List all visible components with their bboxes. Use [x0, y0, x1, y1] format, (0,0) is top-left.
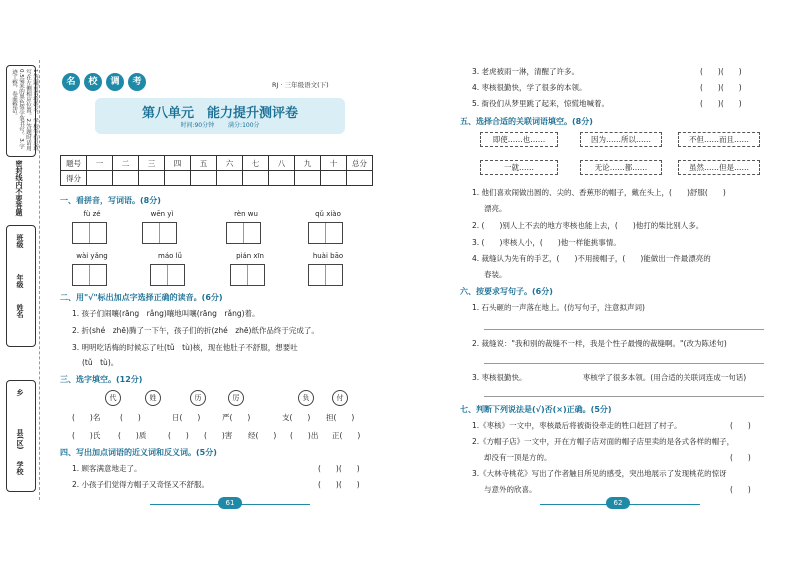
question-item: 3. 老虎被雨一淋，清醒了许多。	[472, 67, 580, 76]
answer-paren[interactable]: ( )	[730, 453, 751, 462]
fill-blank[interactable]: ( )氏	[72, 431, 101, 440]
fill-blank[interactable]: 经( )	[248, 431, 277, 440]
question-item: 3.《大林寺桃花》写出了作者触目所见的感受，突出地展示了发现桃花的惊讶	[472, 469, 727, 478]
fill-blank[interactable]: 严( )	[222, 413, 251, 422]
score-input-cell[interactable]	[191, 171, 217, 186]
page-number: 61	[218, 497, 242, 509]
question-item: 1. 他们喜欢闹做出圆的、尖的、香蕉形的帽子，戴在头上，( )舒服( )	[472, 188, 726, 197]
pinyin-prompt: qǔ xiào	[315, 210, 341, 218]
score-input-cell[interactable]	[217, 171, 243, 186]
question-item: 2.《方帽子店》一文中，开在方帽子店对面的帽子店里卖的是各式各样的帽子，	[472, 437, 735, 446]
class-label: 班级	[16, 234, 24, 248]
fill-blank[interactable]: ( )质	[118, 431, 147, 440]
time-label: 时间:90分钟	[180, 122, 215, 129]
seal-line-label: 密封线内不要答题	[15, 160, 23, 216]
writing-grid[interactable]	[230, 264, 265, 286]
instructions-text: 1.答题前请将姓名、学校等信息填写在左侧相应位置。2.答题时请用0.5毫米的黑色签字笔书写。3.字迹工整，卷面整洁。	[11, 69, 38, 152]
option-box: 一就……	[480, 160, 558, 175]
instructions-box	[6, 65, 36, 157]
option-box: 不但……而且……	[678, 132, 760, 147]
writing-grid[interactable]	[72, 222, 107, 244]
pinyin-prompt: fù zé	[83, 210, 101, 218]
score-cell: 五	[191, 156, 217, 171]
binding-strip	[2, 60, 42, 500]
logo-word: 调	[106, 73, 124, 91]
fill-blank[interactable]: ( )出	[290, 431, 319, 440]
name-label: 姓名	[16, 304, 24, 318]
answer-paren[interactable]: ( )( )	[700, 83, 742, 92]
pinyin-prompt: pián xīn	[236, 252, 264, 260]
grade-label: 年级	[16, 274, 24, 288]
char-option: 代	[105, 390, 121, 406]
writing-grid[interactable]	[150, 264, 185, 286]
score-cell: 二	[113, 156, 139, 171]
score-input-cell[interactable]	[139, 171, 165, 186]
section-6-heading: 六、按要求写句子。(6分)	[460, 287, 553, 296]
pinyin-prompt: rèn wu	[234, 210, 258, 218]
score-cell: 一	[87, 156, 113, 171]
score-input-cell[interactable]	[165, 171, 191, 186]
pinyin-prompt: máo lǘ	[158, 252, 182, 260]
score-cell: 九	[295, 156, 321, 171]
writing-grid[interactable]	[142, 222, 177, 244]
school-label: 学校	[16, 461, 24, 475]
question-item: 2. 裁缝说："我和别的裁缝不一样，我是个性子最慢的裁缝啊。"(改为陈述句)	[472, 339, 727, 348]
score-input-cell[interactable]	[269, 171, 295, 186]
writing-grid[interactable]	[226, 222, 261, 244]
logo-word: 校	[84, 73, 102, 91]
exam-meta	[120, 120, 320, 129]
score-label: 满分:100分	[228, 122, 260, 129]
answer-paren[interactable]: ( )( )	[318, 480, 360, 489]
section-5-heading: 五、选择合适的关联词语填空。(8分)	[460, 117, 593, 126]
score-cell: 三	[139, 156, 165, 171]
student-info-box	[6, 225, 36, 347]
logo-word: 名	[62, 73, 80, 91]
char-option: 负	[298, 390, 314, 406]
score-input-cell[interactable]	[87, 171, 113, 186]
question-item: 漂亮。	[484, 204, 507, 213]
option-box: 因为……所以……	[580, 132, 662, 147]
brand-logo	[62, 73, 182, 95]
answer-paren[interactable]: ( )	[730, 485, 751, 494]
pinyin-prompt: huài bāo	[312, 252, 344, 260]
score-cell: 总分	[347, 156, 373, 171]
option-box: 虽然……但是……	[678, 160, 760, 175]
section-2-heading: 二、用"√"标出加点字选择正确的读音。(6分)	[60, 293, 223, 302]
town-label: 乡	[16, 389, 24, 396]
question-item: 3. 明明吃话梅的时候忘了吐(tǔ tù)核，现在他肚子不舒服，想要吐	[72, 343, 298, 352]
score-input-cell[interactable]	[295, 171, 321, 186]
page-title: 第八单元 能力提升测评卷	[141, 106, 298, 121]
score-cell: 十	[321, 156, 347, 171]
question-item: 1. 孩子们闹嚷(rāng rǎng)嚷地叫嚷(rāng rǎng)着。	[72, 309, 260, 318]
question-item: 1. 顾客满意地走了。	[72, 464, 142, 473]
answer-paren[interactable]: ( )	[730, 421, 751, 430]
question-item: 2. 折(shé zhē)腾了一下午，孩子们的折(zhé zhē)纸作品终于完成了。	[72, 326, 319, 335]
answer-paren[interactable]: ( )( )	[700, 99, 742, 108]
score-table	[60, 155, 373, 186]
writing-grid[interactable]	[308, 222, 343, 244]
section-4-heading: 四、写出加点词语的近义词和反义词。(5分)	[60, 448, 217, 457]
answer-line[interactable]	[484, 362, 764, 364]
option-box: 即使……也……	[480, 132, 558, 147]
question-item: 1.《枣核》一文中，枣核最后将被衙役牵走的牲口赶回了村子。	[472, 421, 682, 430]
question-item: 2. ( )别人上不去的地方枣核也能上去，( )他打的柴比别人多。	[472, 221, 704, 230]
score-cell: 七	[243, 156, 269, 171]
fill-blank[interactable]: ( )害	[204, 431, 233, 440]
page-number: 62	[606, 497, 630, 509]
pinyin-prompt: wēn yì	[150, 210, 174, 218]
writing-grid[interactable]	[72, 264, 107, 286]
county-label: 县(区)	[16, 429, 24, 450]
grade-label: RJ · 三年级语文(下)	[272, 81, 329, 89]
fill-blank[interactable]: 正( )	[332, 431, 361, 440]
question-item: 3. ( )枣核人小，( )他一样能挑事情。	[472, 238, 621, 247]
question-item: (tǔ tù)。	[82, 358, 119, 367]
question-item: 春装。	[484, 270, 507, 279]
fill-blank[interactable]: ( )	[168, 431, 189, 440]
score-input-cell[interactable]	[113, 171, 139, 186]
question-item: 3. 枣核很勤快。 枣核学了很多本领。(用合适的关联词连成一句话)	[472, 373, 747, 382]
char-option: 付	[332, 390, 348, 406]
section-7-heading: 七、判断下列说法是(√)否(×)正确。(5分)	[460, 405, 612, 414]
school-info-box	[6, 380, 36, 492]
score-table-score-row	[61, 171, 373, 186]
question-item: 4. 枣核很勤快，学了很多的本领。	[472, 83, 587, 92]
question-item: 4. 裁缝认为先有的手艺，( )不用接帽子，( )能做出一件最漂亮的	[472, 254, 711, 263]
answer-line[interactable]	[484, 328, 764, 330]
logo-word: 考	[128, 73, 146, 91]
question-item: 1. 石头砸的一声落在地上。(仿写句子，注意拟声词)	[472, 303, 645, 312]
score-input-cell[interactable]	[243, 171, 269, 186]
question-item: 5. 衙役们从梦里跳了起来，惊慌地喊着。	[472, 99, 610, 108]
pinyin-prompt: wài yǎng	[76, 252, 108, 260]
score-cell: 八	[269, 156, 295, 171]
writing-grid[interactable]	[308, 264, 343, 286]
score-cell: 题号	[61, 156, 87, 171]
seal-dotted-line	[39, 60, 40, 500]
fill-blank[interactable]: 支( )	[282, 413, 311, 422]
char-option: 厉	[228, 390, 244, 406]
fill-blank[interactable]: 担( )	[326, 413, 355, 422]
answer-paren[interactable]: ( )( )	[318, 464, 360, 473]
fill-blank[interactable]: 日( )	[172, 413, 201, 422]
question-item: 2. 小孩子们觉得方帽子又奇怪又不舒服。	[72, 480, 210, 489]
section-3-heading: 三、选字填空。(12分)	[60, 375, 143, 384]
section-1-heading: 一、看拼音，写词语。(8分)	[60, 196, 161, 205]
fill-blank[interactable]: ( )	[120, 413, 141, 422]
score-row-label: 得分	[61, 171, 87, 186]
fill-blank[interactable]: ( )名	[72, 413, 101, 422]
score-cell: 六	[217, 156, 243, 171]
answer-paren[interactable]: ( )( )	[700, 67, 742, 76]
score-input-cell[interactable]	[321, 171, 347, 186]
char-option: 姓	[145, 390, 161, 406]
score-input-cell[interactable]	[347, 171, 373, 186]
option-box: 无论……都……	[580, 160, 662, 175]
score-cell: 四	[165, 156, 191, 171]
char-option: 历	[190, 390, 206, 406]
answer-line[interactable]	[484, 395, 764, 397]
score-table-header-row	[61, 156, 373, 171]
question-item: 与意外的欣喜。	[484, 485, 537, 494]
question-item: 却没有一顶是方的。	[484, 453, 552, 462]
